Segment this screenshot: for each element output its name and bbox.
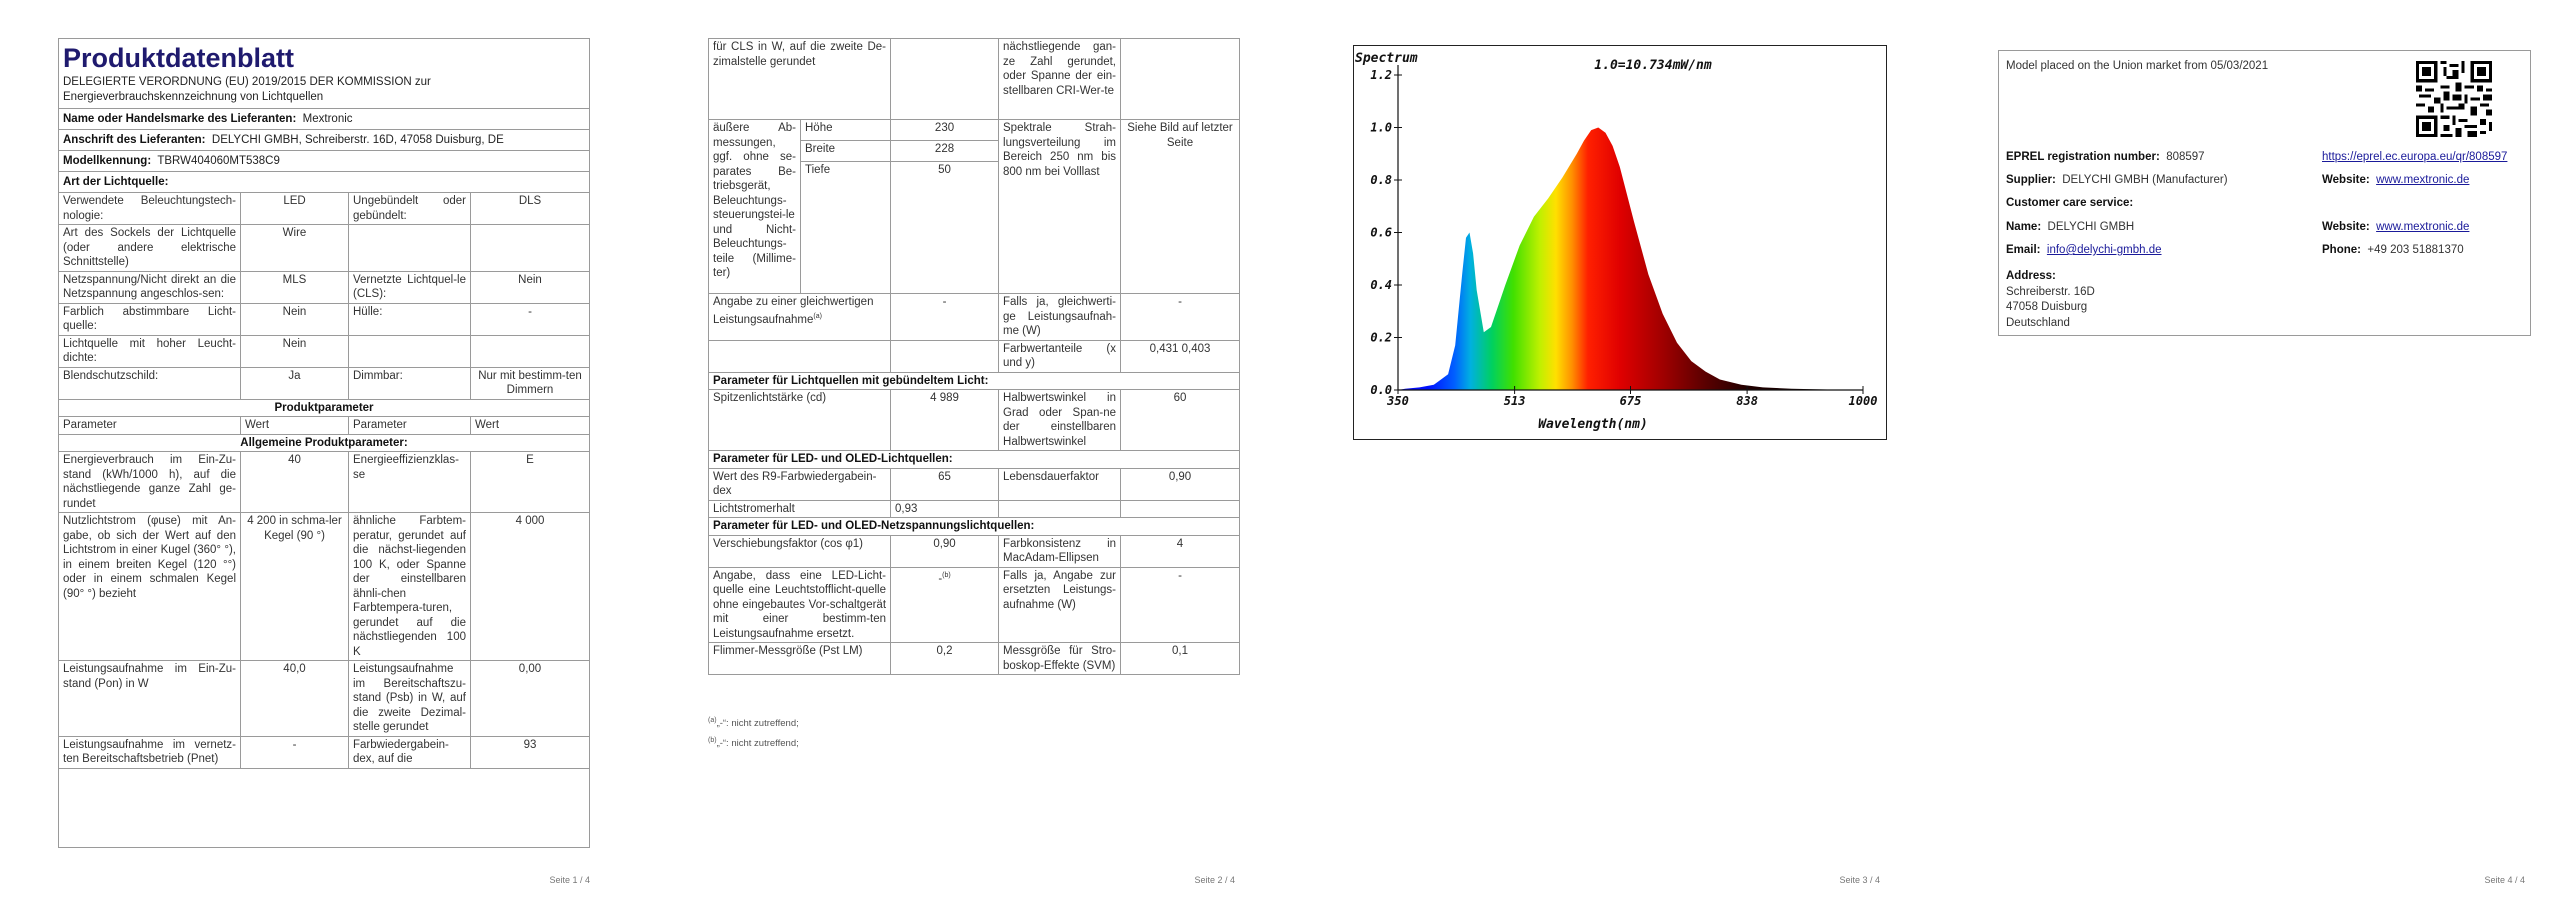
cell: - [891, 294, 999, 341]
cell: Nur mit bestimm-ten Dimmern [471, 367, 590, 399]
cell [891, 182, 999, 294]
cell: Farblich abstimmbare Licht-quelle: [59, 303, 241, 335]
address-row [59, 129, 589, 150]
page-4 [1935, 0, 2560, 905]
cell [349, 225, 471, 272]
cell: Blendschutzschild: [59, 367, 241, 399]
cell: 4 000 [471, 513, 590, 661]
cell: 65 [891, 468, 999, 500]
cell [471, 335, 590, 367]
datasheet-table-continued [708, 38, 1240, 675]
cell: Netzspannung/Nicht direkt an die Netzspannung angeschlos-sen: [59, 271, 241, 303]
page-number: Seite 2 / 4 [1194, 875, 1235, 885]
table-row [59, 193, 590, 225]
col-header: Parameter [349, 417, 471, 435]
table-row [709, 535, 1240, 567]
col-header: Parameter [59, 417, 241, 435]
cell: - [241, 736, 349, 768]
cell: MLS [241, 271, 349, 303]
cell: Nein [241, 335, 349, 367]
cell: Höhe [801, 120, 891, 141]
cell [709, 340, 891, 372]
cell: Nein [471, 271, 590, 303]
cell: Angabe, dass eine LED-Licht-quelle eine Leuchtstofflicht-quelle ohne eingebautes Vor-schaltgerät mit einer bestimm-ten Leistungsaufnahme ersetzt. [709, 567, 891, 643]
x-tick-label: 1000 [1848, 394, 1878, 408]
cell [1121, 500, 1240, 518]
cell: Hülle: [349, 303, 471, 335]
footnotes [708, 712, 799, 752]
y-tick-label: 0.4 [1370, 278, 1392, 292]
cell: Halbwertswinkel in Grad oder Span-ne der einstellbaren Halbwertswinkel [999, 390, 1121, 451]
cell: Verschiebungsfaktor (cos φ1) [709, 535, 891, 567]
repl-value: - [938, 572, 943, 585]
address-label: Address: [2006, 270, 2056, 282]
cell: Falls ja, Angabe zur ersetzten Leistungs-aufnahme (W) [999, 567, 1121, 643]
y-tick-label: 0.0 [1370, 383, 1392, 397]
footnote-b [708, 732, 799, 752]
supplier-label: Name oder Handelsmarke des Lieferanten: [63, 113, 297, 125]
cell: Lichtstromerhalt [709, 500, 891, 518]
y-tick-label: 1.2 [1370, 68, 1392, 82]
footnote-marker: (b) [708, 737, 717, 745]
product-params-header: Produktparameter [59, 399, 590, 417]
cell: Lichtquelle mit hoher Leucht-dichte: [59, 335, 241, 367]
cell: Siehe Bild auf letzter Seite [1121, 120, 1240, 294]
cell: 50 [891, 161, 999, 181]
table-row [59, 452, 590, 513]
cell [709, 294, 891, 341]
name-row [2006, 221, 2134, 233]
chart-annotation: 1.0=10.734mW/nm [1594, 58, 1712, 73]
source-type-table [58, 192, 590, 769]
supplier-value: Mextronic [302, 113, 353, 125]
supplier-value: DELYCHI GMBH (Manufacturer) [2062, 174, 2228, 186]
datasheet-table [58, 38, 590, 848]
cell: Tiefe [801, 161, 891, 181]
address-block [2006, 269, 2095, 331]
cell: Breite [801, 140, 891, 161]
x-axis-label: Wavelength(nm) [1538, 417, 1648, 432]
eprel-link[interactable]: https://eprel.ec.europa.eu/qr/808597 [2322, 151, 2508, 163]
table-row [709, 120, 1240, 141]
eprel-value: 808597 [2166, 151, 2205, 163]
col-header: Wert [471, 417, 590, 435]
cell: LED [241, 193, 349, 225]
address-label: Anschrift des Lieferanten: [63, 134, 206, 146]
table-row [709, 372, 1240, 390]
x-tick-label: 675 [1619, 394, 1642, 408]
footnote-a [708, 712, 799, 732]
eprel-row [2006, 151, 2205, 163]
email-link[interactable]: info@delychi-gmbh.de [2046, 244, 2162, 256]
cell: Wire [241, 225, 349, 272]
table-row [709, 518, 1240, 536]
cell: Wert des R9-Farbwiedergabein-dex [709, 468, 891, 500]
table-row [59, 225, 590, 272]
page-number: Seite 1 / 4 [549, 875, 590, 885]
cell: Farbwiedergabein-dex, auf die [349, 736, 471, 768]
address-value: DELYCHI GMBH, Schreiberstr. 16D, 47058 Duisburg, DE [211, 134, 504, 146]
cell: äußere Ab-messungen, ggf. ohne se-parates Be-triebsgerät, Beleuchtungs-steuerungstei-le und Nicht-Beleuchtungs-teile (Millime-ter) [709, 120, 801, 294]
regulation-subtitle: DELEGIERTE VERORDNUNG (EU) 2019/2015 DER KOMMISSION zur Energieverbrauchskennzeichnung von Lichtquellen [63, 76, 431, 103]
cell: 4 989 [891, 390, 999, 451]
cell: 0,1 [1121, 643, 1240, 675]
cell: - [1121, 294, 1240, 341]
address-line: 47058 Duisburg [2006, 301, 2088, 313]
cell [891, 340, 999, 372]
placed-on-market: Model placed on the Union market from 05/03/2021 [2006, 60, 2269, 72]
cell: ähnliche Farbtem-peratur, gerundet auf die nächst-liegenden 100 K, oder Spanne der einstellbaren ähnli-chen Farbtempera-turen, gerundet auf die nächstliegenden 100 K [349, 513, 471, 661]
footnote-text: „-“: nicht zutreffend; [716, 718, 799, 730]
cell: Nein [241, 303, 349, 335]
table-row [709, 451, 1240, 469]
page-1 [0, 0, 640, 905]
cell: 0,2 [891, 643, 999, 675]
cell: 0,90 [891, 535, 999, 567]
table-row [59, 303, 590, 335]
table-row [709, 500, 1240, 518]
table-row [59, 367, 590, 399]
page-2 [645, 0, 1285, 905]
cell [471, 225, 590, 272]
cell: - [1121, 567, 1240, 643]
cell: 4 200 in schma-ler Kegel (90 °) [241, 513, 349, 661]
x-tick-label: 838 [1736, 394, 1758, 408]
qr-code-icon [2416, 61, 2492, 137]
cell: 60 [1121, 390, 1240, 451]
table-row [59, 736, 590, 768]
y-tick-label: 0.2 [1370, 330, 1392, 345]
table-row [59, 661, 590, 737]
cell: Farbkonsistenz in MacAdam-Ellipsen [999, 535, 1121, 567]
name-value: DELYCHI GMBH [2047, 221, 2135, 233]
cell: 4 [1121, 535, 1240, 567]
cell: Spitzenlichtstärke (cd) [709, 390, 891, 451]
phone-label: Phone: [2322, 244, 2361, 256]
cell [349, 335, 471, 367]
cell: Falls ja, gleichwerti-ge Leistungsaufnah-me (W) [999, 294, 1121, 341]
cell: Dimmbar: [349, 367, 471, 399]
supplier-label: Supplier: [2006, 174, 2056, 186]
cell: 40 [241, 452, 349, 513]
cell [999, 500, 1121, 518]
y-tick-label: 1.0 [1370, 120, 1392, 135]
section-header: Parameter für Lichtquellen mit gebündeltem Licht: [709, 372, 1240, 390]
cell: E [471, 452, 590, 513]
cell: Leistungsaufnahme im vernetz-ten Bereitschaftsbetrieb (Pnet) [59, 736, 241, 768]
table-row [709, 340, 1240, 372]
table-row [709, 468, 1240, 500]
model-row [59, 150, 589, 171]
cell: Nutzlichtstrom (φuse) mit An-gabe, ob sich der Wert auf den Lichtstrom in einer Kugel (360° °), in einem breiten Kegel (120 °°) oder in einem schmalen Kegel (90° °) bezieht [59, 513, 241, 661]
email-label: Email: [2006, 244, 2041, 256]
website-row [2322, 174, 2469, 186]
footnote-ref: (a) [813, 312, 822, 320]
phone-row [2322, 244, 2464, 256]
table-row [709, 294, 1240, 341]
table-row [709, 39, 1240, 120]
address-line: Schreiberstr. 16D [2006, 285, 2095, 298]
cell: 0,431 0,403 [1121, 340, 1240, 372]
cell: Energieverbrauch im Ein-Zu-stand (kWh/1000 h), auf die nächstliegende ganze Zahl ge-rundet [59, 452, 241, 513]
col-header: Wert [241, 417, 349, 435]
model-label: Modellkennung: [63, 155, 152, 167]
cell: Ja [241, 367, 349, 399]
cell: 0,93 [891, 500, 999, 518]
model-value: TBRW404060MT538C9 [157, 155, 280, 167]
page-3 [1290, 0, 1930, 905]
cell: 228 [891, 140, 999, 161]
footnote-ref: (b) [942, 571, 951, 579]
cell: nächstliegende gan-ze Zahl gerundet, oder Spanne der ein-stellbaren CRI-Wer-te [999, 39, 1121, 120]
supplier-row [2006, 174, 2228, 186]
cell: Farbwertanteile (x und y) [999, 340, 1121, 372]
y-tick-label: 0.6 [1370, 225, 1392, 240]
website2-label: Website: [2322, 221, 2370, 233]
cell [891, 39, 999, 120]
cell: DLS [471, 193, 590, 225]
email-row [2006, 244, 2162, 256]
cell [891, 567, 999, 643]
general-params-header: Allgemeine Produktparameter: [59, 434, 590, 452]
source-type-header: Art der Lichtquelle: [59, 171, 589, 192]
table-row [59, 335, 590, 367]
cell: Leistungsaufnahme im Ein-Zu-stand (Pon) in W [59, 661, 241, 737]
supplier-row [59, 108, 589, 129]
table-row [709, 567, 1240, 643]
spectrum-chart [1353, 45, 1887, 440]
page-number: Seite 3 / 4 [1839, 875, 1880, 885]
cell: Vernetzte Lichtquel-le (CLS): [349, 271, 471, 303]
eprel-label: EPREL registration number: [2006, 151, 2160, 163]
table-row [59, 434, 590, 452]
cell: Lebensdauerfaktor [999, 468, 1121, 500]
cell: Spektrale Strah-lungsverteilung im Bereich 250 nm bis 800 nm bei Volllast [999, 120, 1121, 294]
section-header: Parameter für LED- und OLED-Lichtquellen: [709, 451, 1240, 469]
cell: Energieeffizienzklas-se [349, 452, 471, 513]
cell [801, 182, 891, 294]
website2-link[interactable]: www.mextronic.de [2376, 221, 2470, 233]
address-line: Deutschland [2006, 316, 2070, 329]
table-row [709, 390, 1240, 451]
customer-care-label: Customer care service: [2006, 197, 2134, 209]
cell [1121, 39, 1240, 120]
x-tick-label: 513 [1503, 394, 1526, 408]
name-label: Name: [2006, 221, 2042, 233]
section-header: Parameter für LED- und OLED-Netzspannungslichtquellen: [709, 518, 1240, 536]
page-title: Produktdatenblatt [63, 43, 295, 73]
cell: Messgröße für Stro-boskop-Effekte (SVM) [999, 643, 1121, 675]
footnote-marker: (a) [708, 717, 717, 724]
cell: Art des Sockels der Lichtquelle (oder andere elektrische Schnittstelle) [59, 225, 241, 272]
table-row [709, 643, 1240, 675]
eprel-info-box [1998, 50, 2531, 336]
website-label: Website: [2322, 174, 2370, 186]
cell: - [471, 303, 590, 335]
phone-value: +49 203 51881370 [2367, 244, 2464, 256]
chart-title: Spectrum [1355, 51, 1418, 66]
table-row [59, 513, 590, 661]
x-tick-label: 350 [1387, 394, 1409, 408]
cell: Verwendete Beleuchtungstech-nologie: [59, 193, 241, 225]
table-row [59, 417, 590, 435]
cell: Flimmer-Messgröße (Pst LM) [709, 643, 891, 675]
cell: 40,0 [241, 661, 349, 737]
table-row [59, 271, 590, 303]
website2-row [2322, 221, 2469, 233]
footnote-text: „-“: nicht zutreffend; [716, 738, 799, 750]
cell: 0,90 [1121, 468, 1240, 500]
equiv-label: Angabe zu einer gleichwertigen Leistungsaufnahme [713, 296, 874, 326]
cell: 230 [891, 120, 999, 141]
y-tick-label: 0.8 [1370, 173, 1392, 187]
cell: 93 [471, 736, 590, 768]
cell: 0,00 [471, 661, 590, 737]
table-row [59, 399, 590, 417]
website-link[interactable]: www.mextronic.de [2376, 174, 2470, 186]
cell: für CLS in W, auf die zweite De-zimalstelle gerundet [709, 39, 891, 120]
cell: Leistungsaufnahme im Bereitschaftszu-stand (Psb) in W, auf die zweite Dezimal-stelle gerundet [349, 661, 471, 737]
page-number: Seite 4 / 4 [2484, 875, 2525, 885]
cell: Ungebündelt oder gebündelt: [349, 193, 471, 225]
